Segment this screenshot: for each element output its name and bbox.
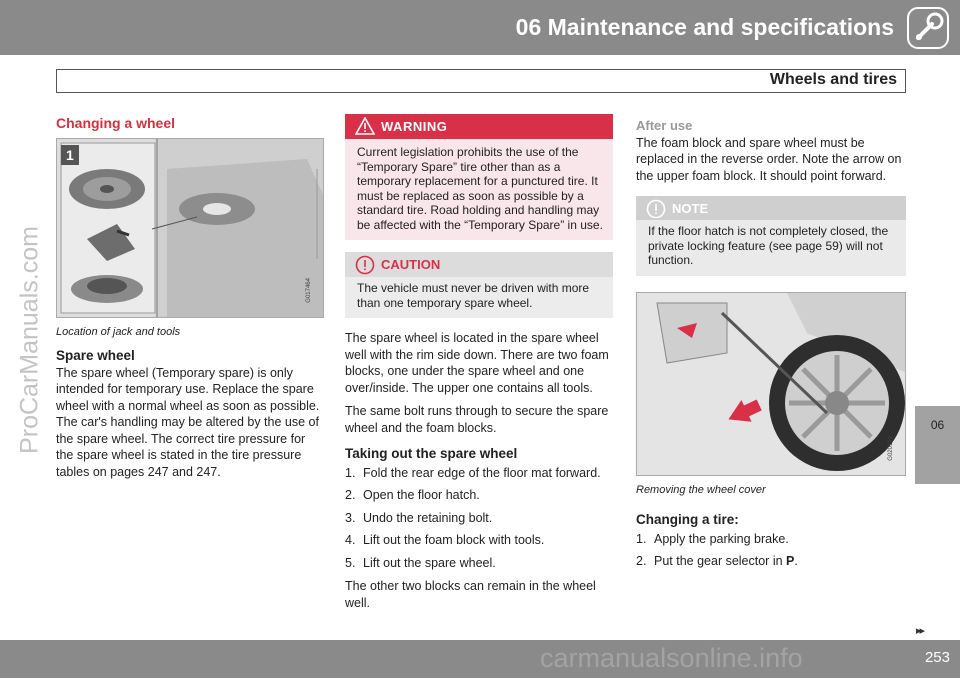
continue-arrows: ▸▸ [916,625,924,637]
figure-caption: Location of jack and tools [56,325,181,338]
wrench-icon [906,6,950,50]
heading-spare-wheel: Spare wheel [56,348,135,363]
heading-changing-tire: Changing a tire: [636,512,739,527]
watermark-left-text: ProCarManuals.com [15,226,44,454]
note-label: NOTE [672,201,709,216]
note-text: If the floor hatch is not completely closed, the private locking feature (see page 59) will not function. [636,220,906,276]
heading-taking-out: Taking out the spare wheel [345,446,518,461]
warning-box [345,114,613,240]
caution-header [345,252,613,277]
wheel-cover-figure [636,292,906,476]
caution-icon [355,255,375,275]
list-item: 1. Fold the rear edge of the floor mat forward. [345,465,601,480]
figure-code: G020191 [887,435,894,461]
paragraph-bolt: The same bolt runs through to secure the spare wheel and the foam blocks. [345,404,609,435]
warning-label: WARNING [381,119,448,134]
figure-code: G017464 [305,277,312,303]
column-3 [636,110,906,577]
paragraph-after-use: The foam block and spare wheel must be replaced in the reverse order. Note the arrow on the upper foam block. It should point forward. [636,135,902,183]
watermark-bottom: carmanualsonline.info [540,643,803,673]
caution-box [345,252,613,318]
list-item: 2. Open the floor hatch. [345,488,480,502]
column-1 [56,110,324,487]
list-item: 2. Put the gear selector in P. [636,554,798,568]
info-icon [646,199,666,219]
figure-badge: 1 [66,146,74,163]
caution-label: CAUTION [381,257,441,272]
list-item: 4. Lift out the foam block with tools. [345,533,545,547]
section-bar [56,69,906,93]
footer-bar [0,640,960,678]
chapter-title: 06 Maintenance and specifications [515,14,894,40]
header-bar [0,0,960,55]
chapter-tab [915,406,960,484]
list-item: 3. Undo the retaining bolt. [345,510,493,525]
note-box [636,196,906,276]
warning-header [345,114,613,139]
paragraph-spare-wheel: The spare wheel (Temporary spare) is only intended for temporary use. Replace the spare wheel with a normal wheel as soon as possible. The car's handling may be altered by the use of the spare wheel. The correct tire pressure for the spare wheel is stated in the tire pressure tables on pages 247 and 247. [56,365,320,479]
caution-text: The vehicle must never be driven with more than one temporary spare wheel. [345,277,613,318]
heading-after-use: After use [636,118,693,133]
wheel-illustration [637,293,906,475]
list-item: 1. Apply the parking brake. [636,531,789,546]
section-title: Wheels and tires [769,71,897,88]
warning-text: Current legislation prohibits the use of the “Temporary Spare” tire other than as a temporary replacement for a punctured tire. It must be replaced as soon as possible by a standard tire. Road holding and handling may be affected with the “Temporary Spare” in use. [357,145,603,232]
heading-changing-wheel: Changing a wheel [56,115,176,131]
note-header [636,196,906,220]
figure-caption: Removing the wheel cover [636,483,766,496]
paragraph-other-blocks: The other two blocks can remain in the wheel well. [345,579,596,610]
steps-changing-tire [636,531,906,570]
trunk-illustration [57,139,324,317]
column-2 [345,110,613,618]
list-item: 5. Lift out the spare wheel. [345,555,496,570]
jack-tools-figure [56,138,324,318]
warning-triangle-icon [355,117,375,135]
paragraph-location: The spare wheel is located in the spare wheel well with the rim side down. There are two foam blocks, one under the spare wheel and one over/inside. The upper one contains all tools. [345,331,609,395]
page-number: 253 [924,649,950,666]
watermark-left [10,40,50,640]
steps-taking-out [345,465,613,572]
chapter-tab-number: 06 [930,418,945,432]
